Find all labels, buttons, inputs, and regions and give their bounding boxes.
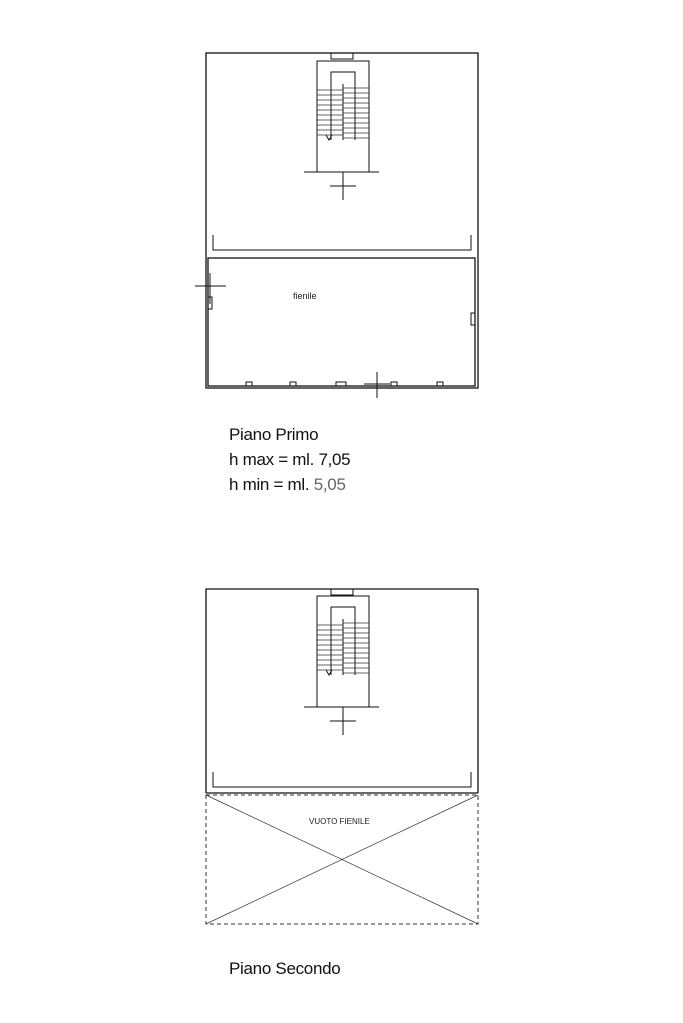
h-max-prefix: h max = ml. bbox=[229, 450, 319, 469]
interior-wall bbox=[213, 772, 471, 787]
hayloft-room bbox=[208, 258, 475, 386]
h-max-line bbox=[229, 447, 350, 472]
void-label: VUOTO FIENILE bbox=[309, 817, 370, 826]
interior-wall bbox=[213, 235, 471, 250]
outer-wall-upper bbox=[206, 589, 478, 793]
h-min-line bbox=[229, 472, 350, 497]
h-min-prefix: h min = ml. bbox=[229, 475, 314, 494]
floor-name: Piano Secondo bbox=[229, 959, 341, 978]
void-area bbox=[206, 795, 478, 924]
caption-piano-secondo bbox=[229, 956, 340, 981]
staircase bbox=[317, 61, 369, 172]
h-max-value: 7,05 bbox=[318, 450, 351, 469]
floor-plan-piano-secondo bbox=[206, 589, 478, 924]
staircase bbox=[317, 596, 369, 707]
room-label-fienile: fienile bbox=[293, 291, 317, 301]
caption-piano-primo bbox=[229, 422, 350, 497]
floor-plan-piano-primo bbox=[195, 53, 478, 398]
outer-wall bbox=[206, 53, 478, 388]
floor-name: Piano Primo bbox=[229, 425, 319, 444]
section-marks bbox=[304, 172, 379, 200]
top-opening bbox=[331, 53, 353, 59]
top-opening bbox=[331, 589, 353, 595]
h-min-value: 5,05 bbox=[313, 475, 346, 494]
section-marks bbox=[304, 707, 379, 735]
